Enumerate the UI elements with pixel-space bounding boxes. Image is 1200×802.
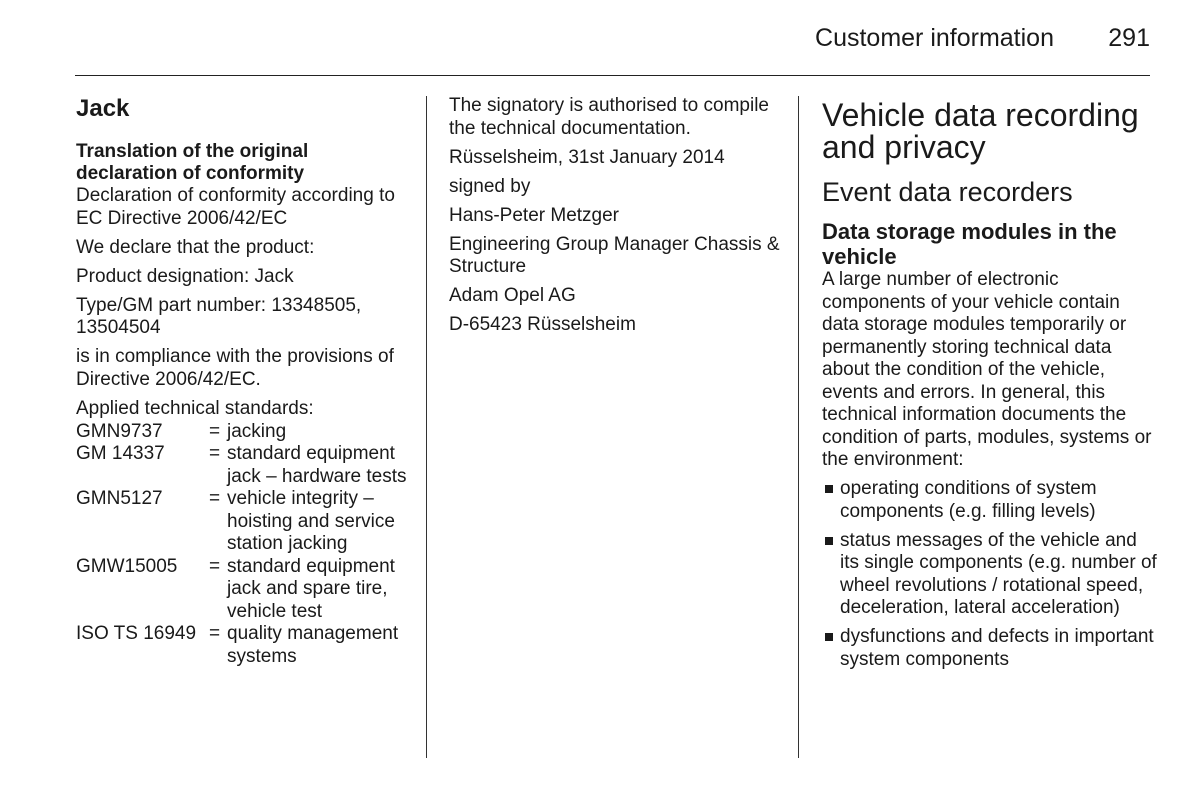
standards-row (76, 623, 411, 668)
page-number: 291 (1108, 24, 1150, 52)
column-jack (76, 95, 411, 668)
square-bullet-icon (825, 633, 833, 641)
paragraph: Declaration of conformity according to EC Directive 2006/42/EC (76, 185, 395, 229)
section-heading: Vehicle data recording and privacy (822, 97, 1139, 165)
paragraph: Applied technical standards: (76, 397, 314, 419)
standard-code: GMN5127 (76, 488, 163, 509)
list-item (822, 530, 1157, 620)
standard-code: GMW15005 (76, 555, 178, 577)
standards-row (76, 488, 411, 556)
paragraph: signed by (449, 175, 531, 197)
standards-row (76, 443, 411, 488)
column-divider-left (426, 96, 427, 758)
standard-equals: = (209, 623, 221, 644)
header-divider (75, 75, 1150, 76)
paragraph: is in compliance with the provisions of Directive 2006/42/EC. (76, 346, 394, 390)
standard-description: jacking (227, 420, 287, 442)
paragraph: Adam Opel AG (449, 285, 576, 306)
paragraph: D-65423 Rüsselsheim (449, 314, 636, 335)
square-bullet-icon (825, 485, 833, 493)
declaration-subheading: Translation of the original declaration of conformity (76, 141, 309, 184)
list-item-text: status messages of the vehicle and its single components (e.g. number of wheel revolutions / rotational speed, deceleration, lateral acceleration) (840, 529, 1157, 618)
column-data-recording (822, 95, 1157, 678)
bullet-list (822, 478, 1157, 671)
list-item-text: dysfunctions and defects in important system components (840, 626, 1154, 670)
header-title: Customer information (815, 24, 1054, 52)
paragraph: The signatory is authorised to compile the technical documentation. (449, 95, 769, 139)
square-bullet-icon (825, 537, 833, 545)
minor-heading: Data storage modules in the vehicle (822, 219, 1117, 269)
paragraph: Hans-Peter Metzger (449, 204, 620, 226)
jack-heading: Jack (76, 95, 130, 122)
paragraph: Product designation: Jack (76, 265, 294, 287)
standard-equals: = (209, 420, 221, 442)
standard-code: GM 14337 (76, 443, 165, 464)
column-divider-right (798, 96, 799, 758)
standard-equals: = (209, 555, 221, 577)
list-item (822, 626, 1157, 671)
standard-description: standard equipment jack and spare tire, vehicle test (227, 555, 395, 622)
standard-code: ISO TS 16949 (76, 623, 197, 644)
paragraph: Engineering Group Manager Chassis & Structure (449, 233, 780, 277)
standards-table (76, 421, 411, 669)
paragraph: We declare that the product: (76, 236, 315, 258)
standard-description: standard equipment jack – hardware tests (227, 443, 407, 487)
standard-code: GMN9737 (76, 420, 163, 442)
standard-description: vehicle integrity – hoisting and service station jacking (227, 488, 395, 554)
standards-row (76, 556, 411, 624)
column-signatory (449, 95, 784, 343)
standard-equals: = (209, 488, 221, 509)
standards-row (76, 421, 411, 444)
paragraph: Type/GM part number: 13348505, 13504504 (76, 294, 362, 338)
standard-description: quality management systems (227, 623, 399, 667)
paragraph: Rüsselsheim, 31st January 2014 (449, 146, 725, 168)
list-item-text: operating conditions of system components (e.g. filling levels) (840, 478, 1097, 522)
subsection-heading: Event data recorders (822, 177, 1073, 207)
list-item (822, 478, 1157, 523)
standard-equals: = (209, 443, 221, 464)
intro-paragraph: A large number of electronic components of your vehicle contain data storage modules temporarily or permanently storing technical data about the condition of the vehicle, events and errors. In general, this technical information documents the condition of parts, modules, systems or the environment: (822, 269, 1152, 470)
